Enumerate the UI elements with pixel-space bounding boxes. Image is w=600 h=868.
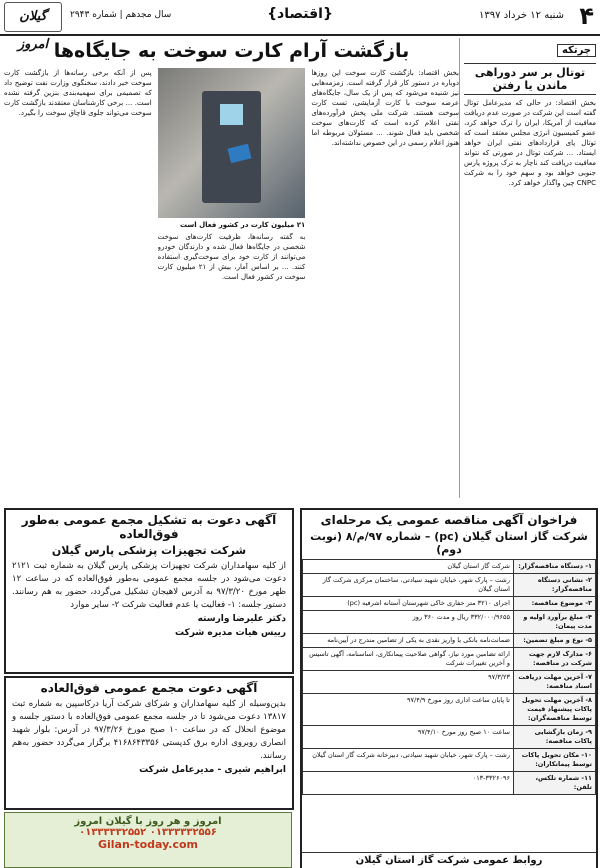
ad2-title: آگهی دعوت مجمع عمومی فوق‌العاده — [40, 681, 258, 695]
promo-phones: ۰۱۳۳۳۳۳۲۵۵۲ ۰۱۳۳۳۳۳۲۵۵۶ — [79, 827, 217, 838]
page-number: ۴ — [579, 2, 594, 30]
ad1-title: آگهی دعوت به تشکیل مجمع عمومی به‌طور فوق‌العاده — [21, 513, 277, 541]
assembly-ad-2 — [4, 676, 294, 810]
tender-row-label: ۸- آخرین مهلت تحویل پاکات پیشنهاد قیمت توسط مناقصه‌گران: — [513, 694, 595, 726]
ad1-signer: دکتر علیرضا وارسته — [197, 614, 286, 624]
tender-footer: روابط عمومی شرکت گاز استان گیلان — [302, 852, 596, 868]
tender-row — [303, 648, 596, 671]
main-article — [4, 38, 459, 498]
tender-row-value: ساعت ۱۰ صبح روز مورخ ۹۷/۴/۱۰ — [303, 726, 514, 749]
tender-row-value: شرکت گاز استان گیلان — [303, 560, 514, 574]
tender-row-value: ۹۷/۳/۲۳ — [303, 671, 514, 694]
promo-website[interactable]: Gilan-today.com — [97, 838, 199, 851]
tender-row — [303, 634, 596, 648]
newspaper-promo-banner — [4, 812, 292, 868]
tender-row-label: ۵- نوع و مبلغ تضمین: — [513, 634, 595, 648]
tender-subtitle: شرکت گاز استان گیلان (pc) – شماره ۹۷/م/۸ (نوبت دوم) — [310, 530, 588, 556]
tender-row-value: رشت – پارک شهر، خیابان شهید سیادتی، ساختمان مرکزی شرکت گاز استان گیلان — [303, 574, 514, 597]
tender-row-label: ۷- آخرین مهلت دریافت اسناد مناقصه: — [513, 671, 595, 694]
tender-row-label: ۶- مدارک لازم جهت شرکت در مناقصه: — [513, 648, 595, 671]
tender-row-value: ۳۳۲/۰۰۰/۹۶۵۵ ریال و مدت ۳۶۰ روز — [303, 611, 514, 634]
tender-row — [303, 611, 596, 634]
issue-number: سال مجدهم | شماره ۲۹۴۳ — [70, 10, 172, 20]
tender-row — [303, 694, 596, 726]
tender-row-value: ۰۱۳-۳۳۲۶۰۹۶ — [303, 772, 514, 795]
fuel-pump-photo — [158, 68, 306, 218]
article-column-1: بخش اقتصاد: بازگشت کارت سوخت این روزها دوباره در دستور کار قرار گرفته است. زمزمه‌هایی نیز شنیده می‌شود که پس از یک سال، جایگاه‌های عرضه سوخت با کارت آزمایشی، تست کارت سوخت هستند. شرکت ملی پخش فرآورده‌های نفتی اعلام کرده است که کارت‌های سوخت شخصی باید فعال شوند. ... مسئولان مربوطه اما هنوز اعلام رسمی در این خصوص نداشته‌اند. — [311, 69, 459, 147]
tender-row-label: ۳- موضوع مناقصه: — [513, 597, 595, 611]
tender-row-value: ارائه تضامین مورد نیاز، گواهی صلاحیت پیمانکاری، اساسنامه، آگهی تاسیس و آخرین تغییرات شرکت — [303, 648, 514, 671]
sidebar-title: توتال بر سر دوراهی ماندن یا رفتن — [464, 63, 596, 95]
article-column-3: پس از آنکه برخی رسانه‌ها از بازگشت کارت سوخت خبر دادند، سخنگوی وزارت نفت توضیح داد که تصمیمی برای سهمیه‌بندی بنزین گرفته نشده است. ... برخی کارشناسان معتقدند بازگشت کارت سوخت می‌تواند جلوی قاچاق سوخت را بگیرد. — [4, 69, 152, 117]
tender-row-value: تا پایان ساعت اداری روز مورخ ۹۷/۴/۹ — [303, 694, 514, 726]
tender-row-label: ۹- زمان بازگشایی پاکات مناقصه: — [513, 726, 595, 749]
tender-row — [303, 726, 596, 749]
sidebar-text: بخش اقتصاد: در حالی که مدیرعامل توتال گفته است این شرکت در صورت عدم دریافت معافیت از آمریکا، ایران را ترک خواهد کرد، عضو کمیسیون انرژی مجلس معتقد است که توتال پای قراردادهای نفتی ایران خواهد ایستاد. ... شرکت توتال در صورتی که نتواند معافیت دریافت کند ناچار به ترک پروژه پارس جنوبی خواهد بود و سهم خود را به شرکت CNPC چین واگذار خواهد کرد. — [464, 99, 596, 187]
article-headline: بازگشت آرام کارت سوخت به جایگاه‌ها — [53, 40, 410, 62]
tender-row-label: ۱۱- شماره تلکس، تلفن: — [513, 772, 595, 795]
tender-table — [302, 559, 596, 795]
ad1-company: شرکت تجهیزات پزشکی پارس گیلان — [51, 544, 247, 557]
tender-row-value: رشت – پارک شهر، خیابان شهید سیادتی، دبیرخانه شرکت گاز استان گیلان — [303, 749, 514, 772]
ad2-body: بدین‌وسیله از کلیه سهامداران و شرکای شرکت آریا درکاسپین به شماره ثبت ۱۳۸۱۷ دعوت می‌شود تا در جلسه مجمع عمومی فوق‌العاده با دستور جلسه و موضوع انحلال که در ساعت ۱۰ صبح مورخ ۹۷/۳/۲۶ در آدرس: بلوار شهید انصاری روبروی اداره برق کدپستی ۴۱۶۸۶۴۳۳۵۶ برگزار می‌گردد حضور به‌هم رسانند. — [12, 699, 286, 761]
tender-row — [303, 560, 596, 574]
tender-row-value: اجرای ۳۲۱۰ متر حفاری خاکی شهرستان آستانه اشرفیه (pc) — [303, 597, 514, 611]
tender-row-label: ۱- دستگاه مناقصه‌گزار: — [513, 560, 595, 574]
tender-row — [303, 671, 596, 694]
tender-row-label: ۱۰- مکان تحویل پاکات توسط پیمانکاران: — [513, 749, 595, 772]
tender-row — [303, 749, 596, 772]
article-column-2-text: به گفته رسانه‌ها، ظرفیت کارت‌های سوخت شخصی در جایگاه‌ها فعال شده و دارندگان خودرو می‌توانند از کارت خود برای سوخت‌گیری استفاده کنند. ... بر اساس آمار، بیش از ۲۱ میلیون کارت سوخت در کشور فعال است. — [157, 233, 306, 281]
article-column-2 — [158, 68, 306, 488]
tender-row — [303, 597, 596, 611]
section-title: {اقتصاد} — [267, 6, 333, 22]
sidebar-column — [459, 38, 596, 498]
tender-row-value: ضمانت‌نامه بانکی یا واریز نقدی به یکی از تضامین مندرج در آیین‌نامه — [303, 634, 514, 648]
tender-row — [303, 574, 596, 597]
tender-title: فراخوان آگهی مناقصه عمومی یک مرحله‌ای — [320, 513, 578, 527]
tender-ad — [300, 508, 598, 868]
ad1-signer-title: رییس هیات مدیره شرکت — [175, 628, 286, 638]
ad1-body: از کلیه سهامداران شرکت تجهیزات پزشکی پارس گیلان به شماره ثبت ۲۱۲۱ دعوت می‌شود در جلسه مجمع عمومی به‌طور فوق‌العاده که در ساعت ۱۲ ظهر مورخ ۹۷/۳/۲۰ به آدرس لاهیجان تشکیل می‌گردد، حضور به هم رسانند. دستور جلسه: ۱- فعالیت یا عدم فعالیت شرکت ۲- سایر موارد — [12, 561, 286, 610]
issue-date: شنبه ۱۲ خرداد ۱۳۹۷ — [479, 10, 564, 21]
promo-slogan: امروز و هر روز با گیلان امروز — [74, 816, 222, 827]
tender-row-label: ۴- مبلغ برآورد اولیه و مدت پیمان: — [513, 611, 595, 634]
tender-row — [303, 772, 596, 795]
sidebar-tag: چرتکه — [557, 44, 596, 57]
tender-row-label: ۲- نشانی دستگاه مناقصه‌گزار: — [513, 574, 595, 597]
assembly-ad-1 — [4, 508, 294, 674]
newspaper-logo: گیلان امروز — [4, 2, 62, 32]
ad2-signer: ابراهیم شیری - مدیرعامل شرکت — [139, 765, 286, 775]
photo-caption: ۲۱ میلیون کارت در کشور فعال است — [179, 221, 306, 229]
